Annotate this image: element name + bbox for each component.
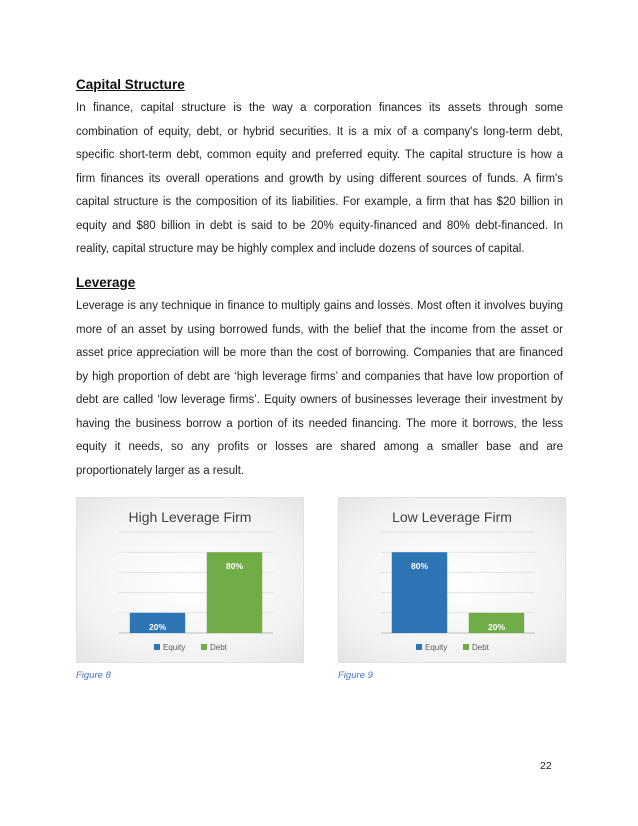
high-leverage-chart <box>76 497 304 663</box>
data-label: 80% <box>410 561 429 572</box>
legend-swatch-debt <box>463 644 469 650</box>
data-label: 20% <box>148 621 167 632</box>
legend-label-debt: Debt <box>210 643 227 652</box>
capital-structure-paragraph: In finance, capital structure is the way a corporation finances its assets through some combination of equity, debt, or hybrid securities. It is a mix of a company's long-term debt, specific short-term debt, common equity and preferred equity. The capital structure is how a firm finances its overall operations and growth by using different sources of funds. A firm's capital structure is the composition of its liabilities. For example, a firm that has $20 billion in equity and $80 billion in debt is said to be 20% equity-financed and 80% debt-financed. In reality, capital structure may be highly complex and include dozens of sources of capital. <box>76 102 563 255</box>
data-label: 80% <box>225 561 244 572</box>
data-label: 20% <box>487 621 506 632</box>
chart-title: High Leverage Firm <box>128 509 252 525</box>
legend-label-equity: Equity <box>425 643 448 652</box>
legend-label-equity: Equity <box>163 643 186 652</box>
high-leverage-chart-svg <box>77 498 303 662</box>
chart-title: Low Leverage Firm <box>392 509 512 525</box>
legend-swatch-debt <box>201 644 207 650</box>
page-number: 22 <box>540 760 552 772</box>
section-heading-capital-structure: Capital Structure <box>76 77 185 92</box>
legend-swatch-equity <box>154 644 160 650</box>
figure-caption-9: Figure 9 <box>338 670 373 681</box>
figure-caption-8: Figure 8 <box>76 670 111 681</box>
low-leverage-chart-svg <box>339 498 565 662</box>
legend-label-debt: Debt <box>472 643 489 652</box>
low-leverage-chart <box>338 497 566 663</box>
leverage-paragraph: Leverage is any technique in finance to multiply gains and losses. Most often it involves buying more of an asset by using borrowed funds, with the belief that the income from the asset or asset price appreciation will be more than the cost of borrowing. Companies that are financed by high proportion of debt are ‘high leverage firms’ and companies that have low proportion of debt are called ‘low leverage firms’. Equity owners of businesses leverage their investment by having the business borrow a portion of its needed financing. The more it borrows, the less equity it needs, so any profits or losses are shared among a smaller base and are proportionately larger as a result. <box>76 300 563 477</box>
legend-swatch-equity <box>416 644 422 650</box>
section-heading-leverage: Leverage <box>76 275 136 290</box>
